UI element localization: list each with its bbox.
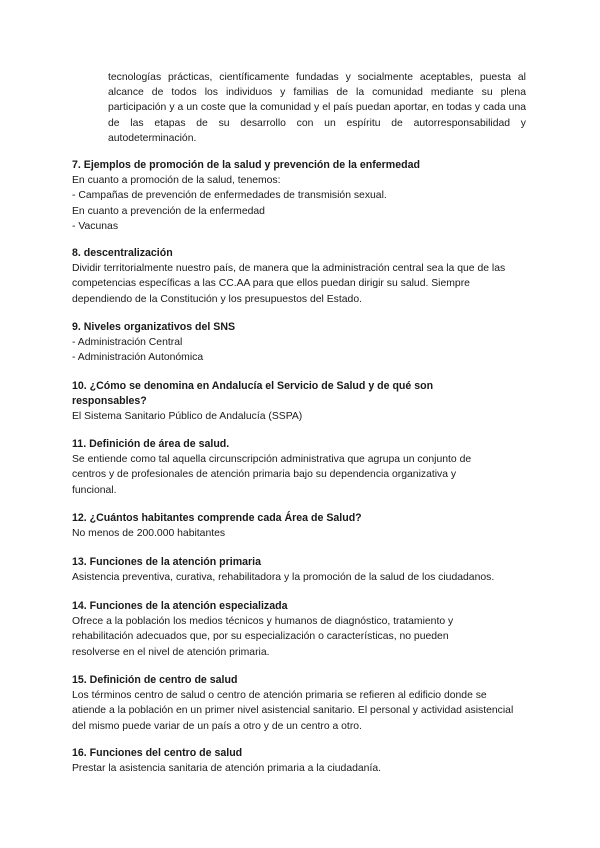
- section-14: [72, 599, 492, 660]
- section-13: [72, 555, 532, 585]
- section-body: Los términos centro de salud o centro de atención primaria se refieren al edificio donde se atiende a la población en un primer nivel asistencial sanitario. El personal y actividad asistencial del mismo puede variar de un país a otro y de un centro a otro.: [72, 690, 514, 732]
- section-heading: 10. ¿Cómo se denomina en Andalucía el Servicio de Salud y de qué son responsables?: [72, 380, 434, 408]
- section-line: - Administración Autonómica: [72, 352, 204, 364]
- section-8: [72, 246, 520, 307]
- section-7: [72, 158, 532, 234]
- section-heading: 8. descentralización: [72, 247, 173, 259]
- section-line: Asistencia preventiva, curativa, rehabilitadora y la promoción de la salud de los ciudadanos.: [72, 572, 495, 584]
- intro-paragraph: tecnologías prácticas, científicamente fundadas y socialmente aceptables, puesta al alcance de todos los individuos y familias de la comunidad mediante su plena participación y a un coste que la comunidad y el país puedan aportar, en todas y cada una de las etapas de su desarrollo con un espíritu de autorresponsabilidad y autodeterminación.: [108, 72, 526, 144]
- section-heading: 14. Funciones de la atención especializada: [72, 600, 288, 612]
- section-line: En cuanto a promoción de la salud, tenemos:: [72, 175, 281, 187]
- section-15: [72, 673, 522, 734]
- section-line: - Campañas de prevención de enfermedades de transmisión sexual.: [72, 190, 387, 202]
- section-line: El Sistema Sanitario Público de Andalucía (SSPA): [72, 411, 303, 423]
- section-heading: 12. ¿Cuántos habitantes comprende cada Área de Salud?: [72, 512, 362, 524]
- section-line: - Administración Central: [72, 337, 183, 349]
- section-11: [72, 437, 492, 498]
- section-heading: 11. Definición de área de salud.: [72, 438, 230, 450]
- section-line: Prestar la asistencia sanitaria de atención primaria a la ciudadanía.: [72, 763, 382, 775]
- section-heading: 9. Niveles organizativos del SNS: [72, 321, 236, 333]
- section-line: No menos de 200.000 habitantes: [72, 528, 226, 540]
- section-heading: 13. Funciones de la atención primaria: [72, 556, 261, 568]
- section-body: Se entiende como tal aquella circunscripción administrativa que agrupa un conjunto de centros y de profesionales de atención primaria bajo su dependencia organizativa y funcional.: [72, 454, 472, 496]
- section-heading: 15. Definición de centro de salud: [72, 674, 238, 686]
- section-body: Dividir territorialmente nuestro país, de manera que la administración central sea la que de las competencias específicas a las CC.AA para que ellos puedan dirigir su salud. Siempre dependiendo de la Constitución y los presupuestos del Estado.: [72, 263, 506, 305]
- section-heading: 16. Funciones del centro de salud: [72, 747, 243, 759]
- section-12: [72, 511, 532, 541]
- section-heading: 7. Ejemplos de promoción de la salud y prevención de la enfermedad: [72, 159, 420, 171]
- section-16: [72, 746, 532, 776]
- section-body: Ofrece a la población los medios técnicos y humanos de diagnóstico, tratamiento y rehabilitación adecuados que, por su especialización o características, no pueden resolverse en el nivel de atención primaria.: [72, 616, 454, 658]
- section-line: En cuanto a prevención de la enfermedad: [72, 205, 265, 217]
- section-9: [72, 320, 532, 366]
- section-line: - Vacunas: [72, 220, 119, 232]
- section-10: [72, 379, 472, 425]
